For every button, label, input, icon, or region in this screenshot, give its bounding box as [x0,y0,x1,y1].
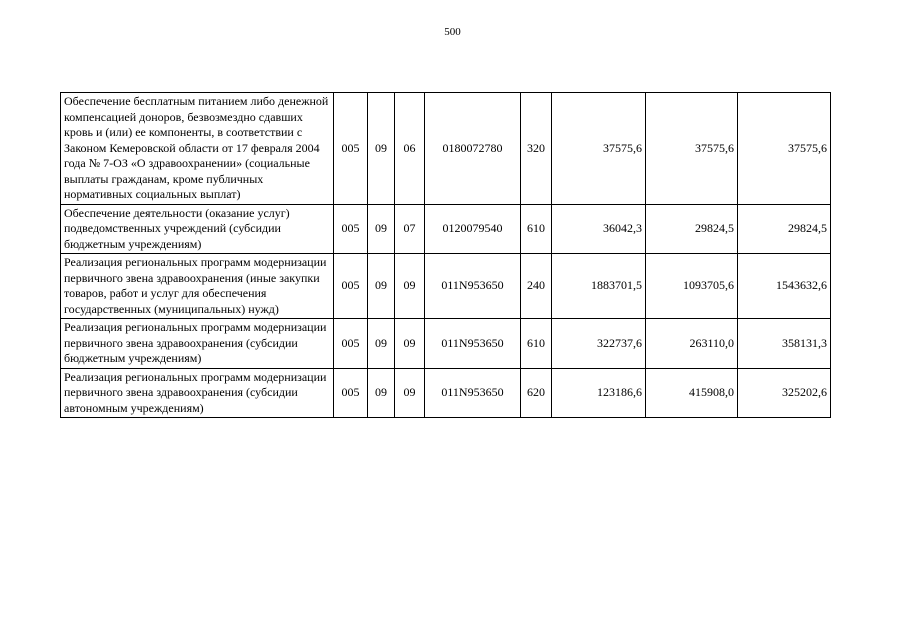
section-code: 09 [368,319,395,369]
ministry-code: 005 [334,93,368,205]
subsection-code: 06 [395,93,425,205]
amount-year-3: 1543632,6 [738,254,831,319]
amount-year-3: 358131,3 [738,319,831,369]
table-row [61,204,831,254]
subsection-code: 07 [395,204,425,254]
row-description: Реализация региональных программ модернизации первичного звена здравоохранения (иные закупки товаров, работ и услуг для обеспечения государственных (муниципальных) нужд) [61,254,334,319]
expense-type-code: 610 [521,319,552,369]
section-code: 09 [368,254,395,319]
table-row [61,93,831,205]
target-article-code: 011N953650 [425,368,521,418]
amount-year-1: 123186,6 [552,368,646,418]
ministry-code: 005 [334,319,368,369]
amount-year-3: 325202,6 [738,368,831,418]
expense-type-code: 620 [521,368,552,418]
amount-year-1: 322737,6 [552,319,646,369]
target-article-code: 0180072780 [425,93,521,205]
table-row [61,254,831,319]
target-article-code: 0120079540 [425,204,521,254]
amount-year-2: 415908,0 [646,368,738,418]
amount-year-2: 263110,0 [646,319,738,369]
row-description: Обеспечение бесплатным питанием либо денежной компенсацией доноров, безвозмездно сдавших кровь и (или) ее компоненты, в соответствии с Законом Кемеровской области от 17 февраля 2004 года № 7-ОЗ «О здравоохранении» (социальные выплаты гражданам, кроме публичных нормативных социальных выплат) [61,93,334,205]
expense-type-code: 320 [521,93,552,205]
table-row [61,368,831,418]
section-code: 09 [368,204,395,254]
section-code: 09 [368,368,395,418]
budget-table [60,92,831,418]
row-description: Обеспечение деятельности (оказание услуг) подведомственных учреждений (субсидии бюджетным учреждениям) [61,204,334,254]
target-article-code: 011N953650 [425,319,521,369]
amount-year-1: 1883701,5 [552,254,646,319]
amount-year-3: 37575,6 [738,93,831,205]
row-description: Реализация региональных программ модернизации первичного звена здравоохранения (субсидии бюджетным учреждениям) [61,319,334,369]
expense-type-code: 240 [521,254,552,319]
subsection-code: 09 [395,319,425,369]
amount-year-1: 36042,3 [552,204,646,254]
amount-year-1: 37575,6 [552,93,646,205]
amount-year-2: 1093705,6 [646,254,738,319]
amount-year-2: 29824,5 [646,204,738,254]
ministry-code: 005 [334,368,368,418]
amount-year-2: 37575,6 [646,93,738,205]
amount-year-3: 29824,5 [738,204,831,254]
expense-type-code: 610 [521,204,552,254]
row-description: Реализация региональных программ модернизации первичного звена здравоохранения (субсидии автономным учреждениям) [61,368,334,418]
table-row [61,319,831,369]
page-number: 500 [444,26,461,38]
target-article-code: 011N953650 [425,254,521,319]
section-code: 09 [368,93,395,205]
ministry-code: 005 [334,204,368,254]
ministry-code: 005 [334,254,368,319]
subsection-code: 09 [395,254,425,319]
subsection-code: 09 [395,368,425,418]
